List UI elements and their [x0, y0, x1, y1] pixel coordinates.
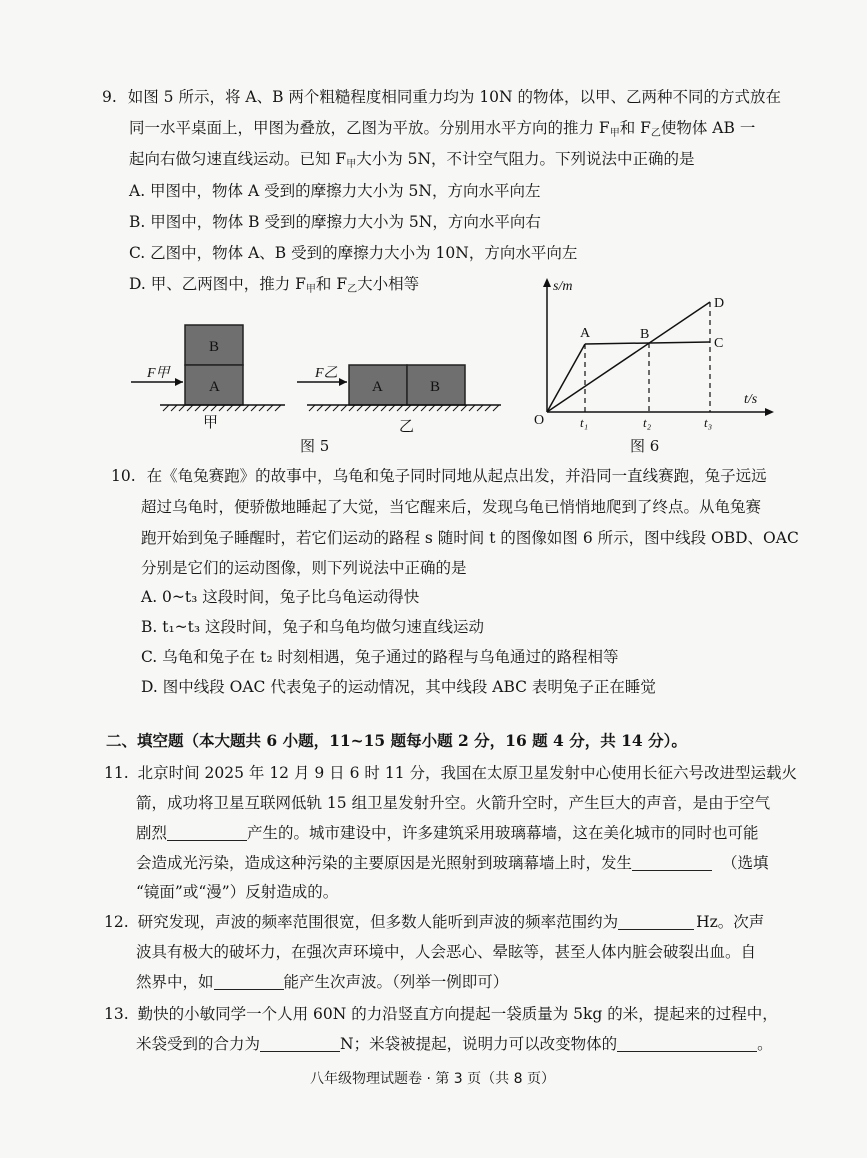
q13-line1: 13. 勤快的小敏同学一个人用 60N 的力沿竖直方向提起一袋质量为 5kg 的米，提起来的过程中， [104, 1005, 778, 1023]
q13-blank-2[interactable] [617, 1035, 757, 1052]
q9-number: 9. [102, 88, 117, 106]
section-2-title: 二、填空题（本大题共 6 小题，11~15 题每小题 2 分，16 题 4 分，共 14 分）。 [106, 731, 687, 750]
figure-6-caption: 图 6 [630, 437, 660, 455]
tick-t1: t₁ [580, 415, 589, 430]
q11-line3: 剧烈 产生的。城市建设中，许多建筑采用玻璃幕墙，这在美化城市的同时也可能 [136, 824, 759, 842]
figure-6 [530, 272, 780, 432]
segment-oa [547, 344, 585, 412]
x-axis-arrow [765, 408, 774, 416]
block-a-label-yi: A [372, 379, 383, 395]
origin-label: O [534, 413, 545, 428]
q10-line3: 跑开始到兔子睡醒时，若它们运动的路程 s 随时间 t 的图像如图 6 所示，图中线段 OBD、OAC [141, 529, 799, 547]
q12-blank-2[interactable] [214, 973, 284, 990]
point-d-label: D [714, 296, 725, 311]
q12-line2: 波具有极大的破坏力，在强次声环境中，人会恶心、晕眩等，甚至人体内脏会破裂出血。自 [136, 943, 757, 961]
arrow-f-jia-head [175, 378, 183, 386]
ground-hatch-yi [309, 405, 499, 411]
q10-option-a: A. 0~t₃ 这段时间，兔子比乌龟运动得快 [141, 588, 420, 606]
q11-line4: 会造成光污染，造成这种污染的主要原因是光照射到玻璃幕墙上时，发生 （选填 [136, 854, 769, 872]
segment-obd [547, 302, 710, 412]
q11-line5: “镜面”或“漫”）反射造成的。 [136, 883, 339, 901]
q9-line2: 同一水平桌面上，甲图为叠放，乙图为平放。分别用水平方向的推力 $F_甲$和 $F_乙$使物体 AB 一 [129, 119, 756, 139]
q10-line1: 10. 在《龟兔赛跑》的故事中，乌龟和兔子同时同地从起点出发，并沿同一直线赛跑，兔子远远 [111, 467, 767, 485]
force-label-yi: F乙 [315, 366, 338, 381]
q13-blank-1[interactable] [260, 1035, 340, 1052]
x-axis-label: t/s [744, 392, 758, 407]
q10-option-b: B. t₁~t₃ 这段时间，兔子和乌龟均做匀速直线运动 [141, 618, 485, 636]
label-jia: 甲 [203, 415, 219, 431]
figure-5-caption: 图 5 [300, 437, 330, 455]
figure-5 [125, 315, 515, 435]
page-footer: 八年级物理试题卷 · 第 3 页（共 8 页） [310, 1071, 555, 1087]
tick-t3: t₃ [704, 415, 713, 430]
tick-t2: t₂ [643, 415, 652, 430]
arrow-f-yi-head [339, 378, 347, 386]
y-axis-label: s/m [553, 279, 573, 294]
q11-number: 11. [104, 764, 129, 782]
block-b-label-jia: B [209, 339, 220, 355]
q11-blank-1[interactable] [167, 824, 247, 841]
q13-line2: 米袋受到的合力为 N；米袋被提起，说明力可以改变物体的 。 [136, 1035, 773, 1053]
q10-option-d: D. 图中线段 OAC 代表兔子的运动情况，其中线段 ABC 表明兔子正在睡觉 [141, 678, 656, 696]
q11-line1: 11. 北京时间 2025 年 12 月 9 日 6 时 11 分，我国在太原卫星发射中心使用长征六号改进型运载火 [104, 764, 797, 782]
q9-option-d: D. 甲、乙两图中，推力 $F_甲$和 $F_乙$大小相等 [129, 275, 420, 295]
q11-blank-2[interactable] [632, 854, 712, 871]
point-b-label: B [640, 327, 650, 342]
block-a-label-jia: A [209, 379, 220, 395]
q12-blank-1[interactable] [618, 913, 694, 930]
ground-hatch-jia [163, 405, 281, 411]
block-b-label-yi: B [430, 379, 441, 395]
q9-option-c: C. 乙图中，物体 A、B 受到的摩擦力大小为 10N，方向水平向左 [129, 244, 578, 262]
q13-number: 13. [104, 1005, 129, 1023]
label-yi: 乙 [399, 419, 415, 435]
q10-number: 10. [111, 467, 136, 485]
q9-option-a: A. 甲图中，物体 A 受到的摩擦力大小为 5N，方向水平向左 [129, 182, 541, 200]
q9-line1: 9. 如图 5 所示，将 A、B 两个粗糙程度相同重力均为 10N 的物体，以甲、乙两种不同的方式放在 [102, 88, 782, 106]
q9-line3: 起向右做匀速直线运动。已知 $F_甲$大小为 5N，不计空气阻力。下列说法中正确的是 [129, 150, 695, 170]
q12-line1: 12. 研究发现，声波的频率范围很宽，但多数人能听到声波的频率范围约为 Hz。次声 [104, 913, 765, 931]
force-label-jia: F甲 [147, 366, 170, 381]
q11-line2: 箭，成功将卫星互联网低轨 15 组卫星发射升空。火箭升空时，产生巨大的声音，是由于空气 [136, 794, 771, 812]
q10-option-c: C. 乌龟和兔子在 t₂ 时刻相遇，兔子通过的路程与乌龟通过的路程相等 [141, 648, 619, 666]
point-a-label: A [580, 326, 591, 341]
point-c-label: C [714, 336, 724, 351]
y-axis-arrow [543, 278, 551, 287]
q12-line3: 然界中，如 能产生次声波。（列举一例即可） [136, 973, 509, 991]
q9-option-b: B. 甲图中，物体 B 受到的摩擦力大小为 5N，方向水平向右 [129, 213, 541, 231]
q10-line2: 超过乌龟时，便骄傲地睡起了大觉，当它醒来后，发现乌龟已悄悄地爬到了终点。从龟兔赛 [141, 498, 762, 516]
q10-line4: 分别是它们的运动图像，则下列说法中正确的是 [141, 559, 467, 577]
q12-number: 12. [104, 913, 129, 931]
